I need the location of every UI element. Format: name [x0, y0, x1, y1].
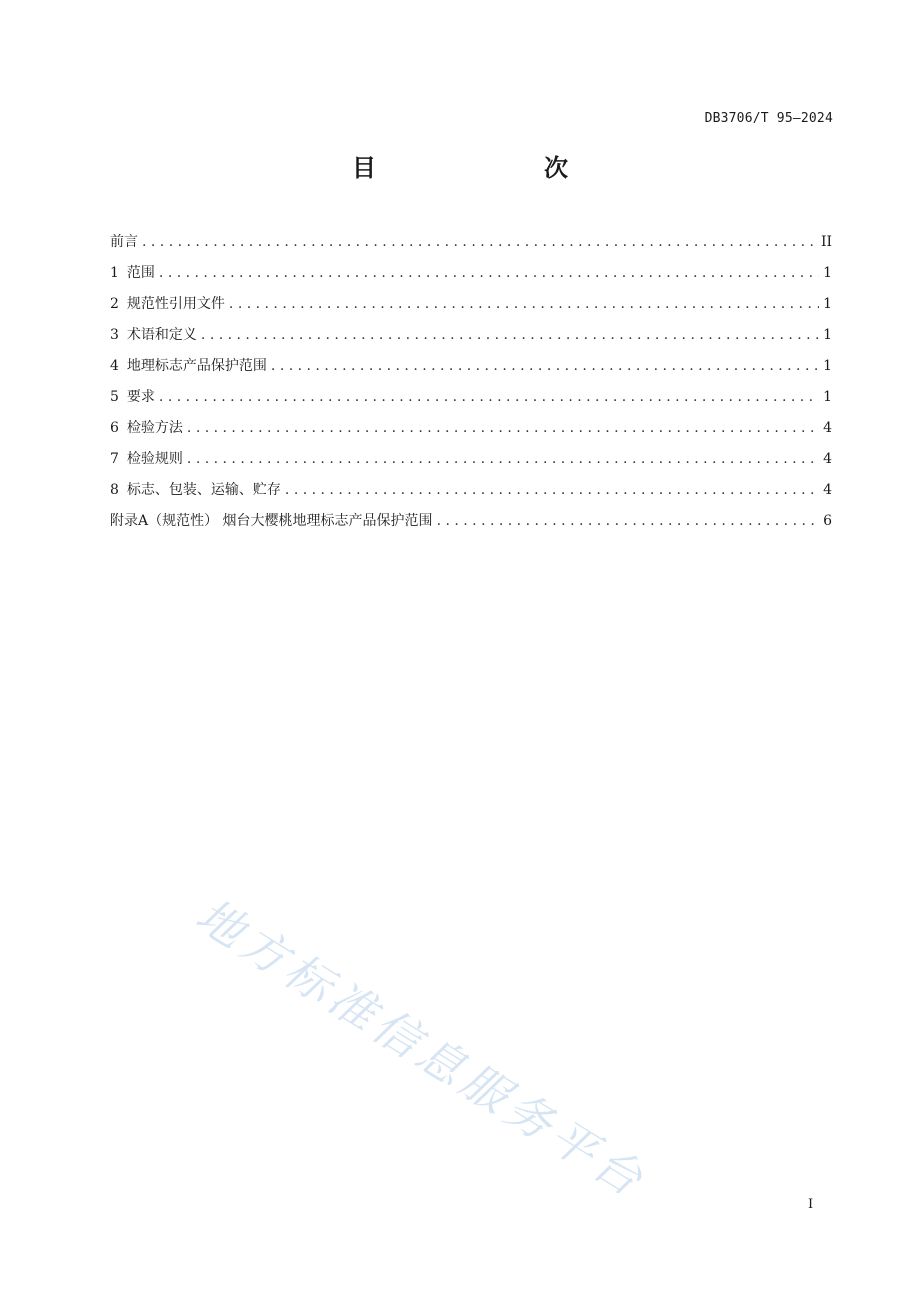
- toc-leader-dots: [285, 482, 819, 498]
- toc-entry-terms-definitions[interactable]: [110, 324, 832, 355]
- toc-entry-label: 前言: [110, 234, 138, 250]
- toc-leader-dots: [437, 513, 820, 529]
- toc-entry-label: 检验规则: [126, 451, 183, 467]
- toc-entry-inspection-rules[interactable]: [110, 448, 832, 479]
- toc-entry-number: 5: [110, 389, 119, 405]
- toc-leader-dots: [142, 234, 817, 250]
- toc-leader-dots: [187, 420, 819, 436]
- watermark-text: 地方标准信息服务平台: [186, 887, 657, 1209]
- toc-entry-page: 1: [823, 389, 832, 405]
- toc-entry-label: 地理标志产品保护范围: [126, 358, 267, 374]
- toc-entry-number: 8: [110, 482, 119, 498]
- toc-entry-protection-scope[interactable]: [110, 355, 832, 386]
- page-number: I: [808, 1197, 814, 1212]
- toc-entry-label: 标志、包装、运输、贮存: [126, 482, 281, 498]
- toc-entry-page: 1: [823, 327, 832, 343]
- toc-entry-page: 4: [823, 420, 832, 436]
- toc-entry-marking-packaging[interactable]: [110, 479, 832, 510]
- toc-leader-dots: [159, 389, 819, 405]
- toc-leader-dots: [271, 358, 819, 374]
- toc-entry-normative-references[interactable]: [110, 293, 832, 324]
- toc-entry-number: 1: [110, 265, 119, 281]
- toc-entry-label: 规范性引用文件: [126, 296, 225, 312]
- toc-entry-number: 3: [110, 327, 119, 343]
- toc-entry-page: II: [820, 234, 832, 250]
- toc-entry-test-methods[interactable]: [110, 417, 832, 448]
- toc-leader-dots: [229, 296, 819, 312]
- toc-entry-number: 2: [110, 296, 119, 312]
- toc-title: 目 次: [352, 154, 608, 182]
- toc-entry-number: 4: [110, 358, 119, 374]
- toc-leader-dots: [201, 327, 819, 343]
- toc-entry-preface[interactable]: [110, 231, 832, 262]
- toc-entry-label: 附录A（规范性） 烟台大樱桃地理标志产品保护范围: [110, 513, 433, 529]
- toc-entry-page: 4: [823, 482, 832, 498]
- toc-leader-dots: [187, 451, 819, 467]
- toc-entry-page: 6: [823, 513, 832, 529]
- toc-entry-requirements[interactable]: [110, 386, 832, 417]
- toc-entry-number: 6: [110, 420, 119, 436]
- toc-entry-page: 1: [823, 265, 832, 281]
- table-of-contents: [110, 231, 832, 541]
- toc-entry-number: 7: [110, 451, 119, 467]
- document-code: DB3706/T 95—2024: [704, 111, 833, 126]
- toc-entry-page: 1: [823, 358, 832, 374]
- toc-entry-page: 1: [823, 296, 832, 312]
- toc-entry-appendix-a[interactable]: [110, 510, 832, 541]
- toc-entry-label: 术语和定义: [126, 327, 197, 343]
- toc-entry-label: 范围: [126, 265, 155, 281]
- toc-entry-page: 4: [823, 451, 832, 467]
- toc-leader-dots: [159, 265, 819, 281]
- toc-entry-label: 要求: [126, 389, 155, 405]
- toc-entry-scope[interactable]: [110, 262, 832, 293]
- toc-entry-label: 检验方法: [126, 420, 183, 436]
